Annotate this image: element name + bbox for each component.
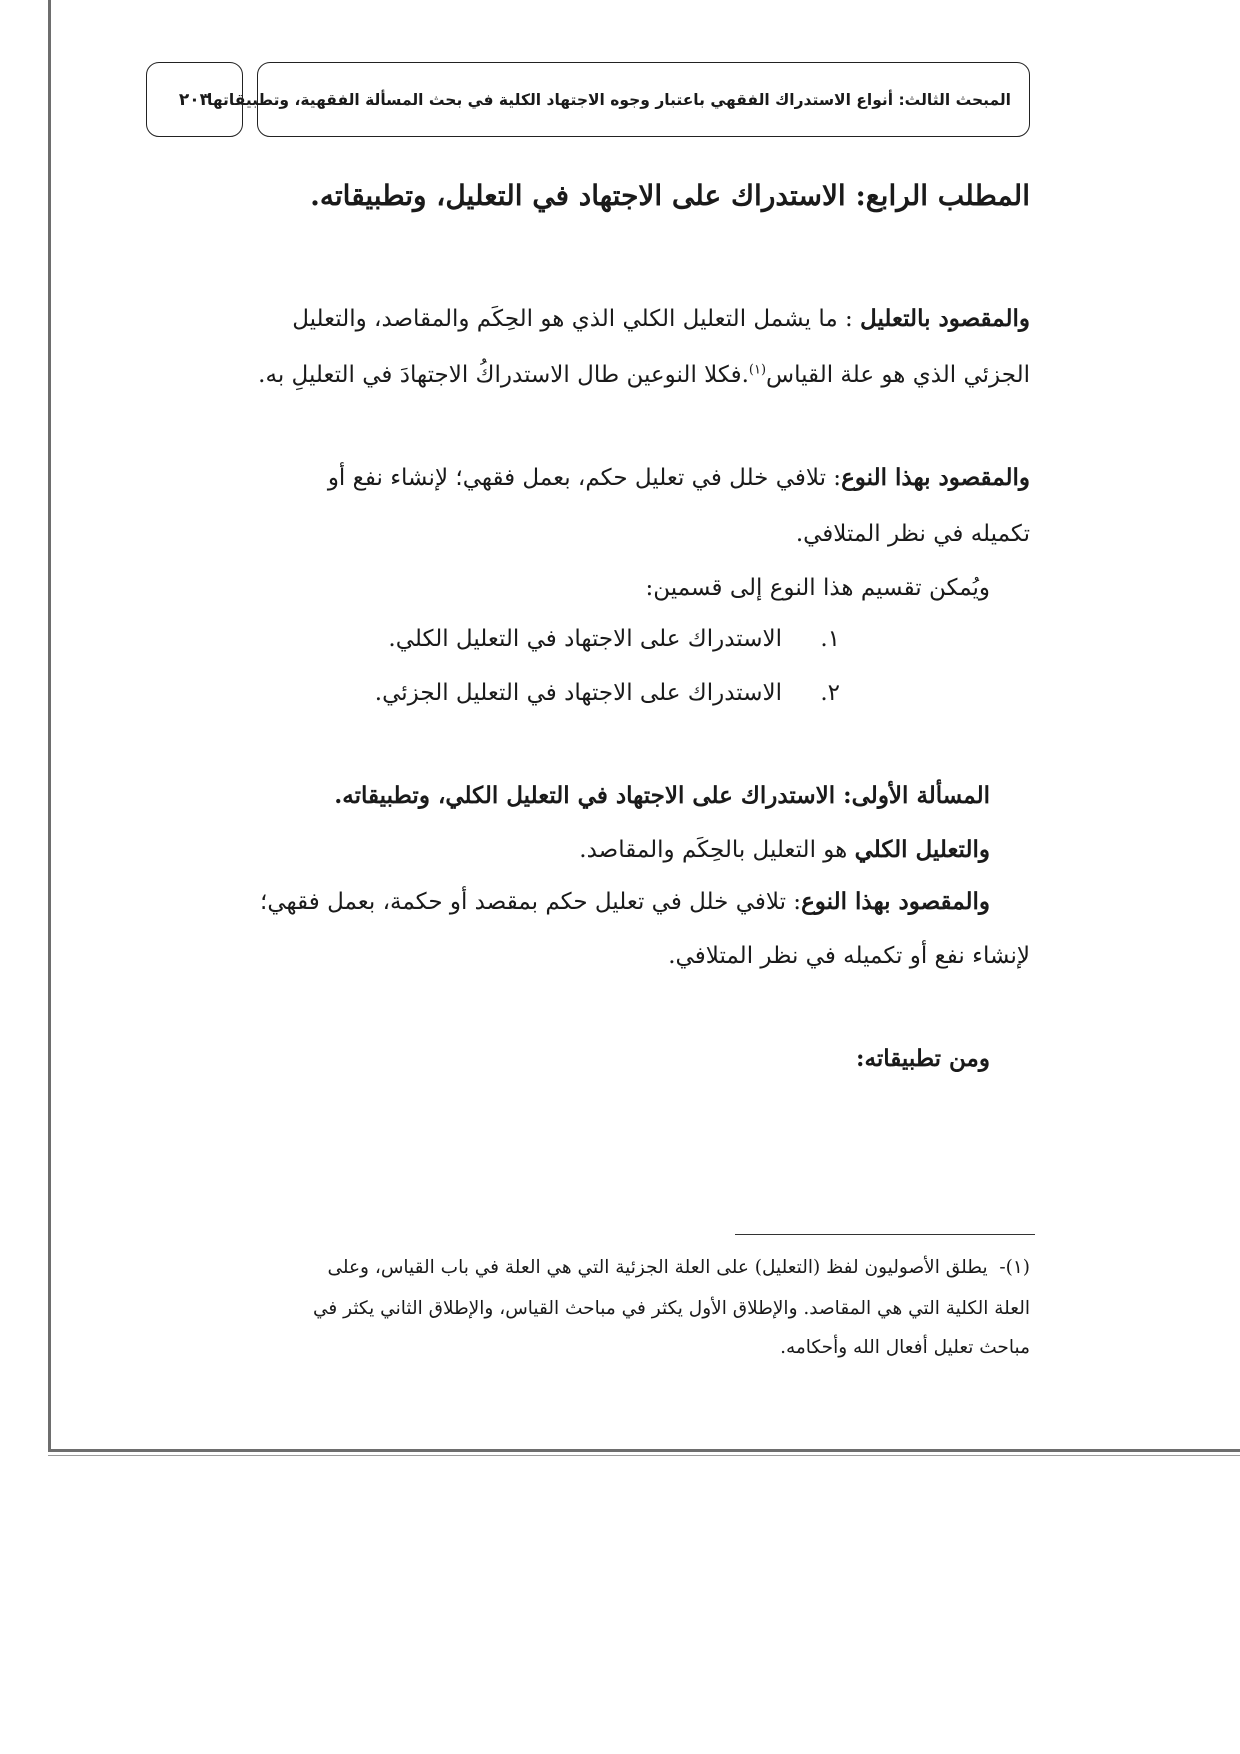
paragraph-type-definition-line2: تكميله في نظر المتلافي. bbox=[795, 521, 1030, 547]
paragraph-type-definition-line1: والمقصود بهذا النوع: تلافي خلل في تعليل حكم، بعمل فقهي؛ لإنشاء نفع أو bbox=[327, 464, 1030, 491]
page-frame-left bbox=[48, 0, 51, 1452]
list-item-number: ٢. bbox=[820, 680, 840, 706]
paragraph-definition-line1: والمقصود بالتعليل : ما يشمل التعليل الكلي الذي هو الحِكَم والمقاصد، والتعليل bbox=[292, 305, 1030, 332]
list-item: الاستدراك على الاجتهاد في التعليل الجزئي. bbox=[374, 680, 782, 706]
footnote-line1: (١)- يطلق الأصوليون لفظ (التعليل) على العلة الجزئية التي هي العلة في باب القياس، وعلى bbox=[327, 1257, 1030, 1278]
applications-heading: ومن تطبيقاته: bbox=[856, 1045, 990, 1072]
term-bold: والمقصود بهذا النوع bbox=[841, 464, 1030, 491]
paragraph-definition-line2: الجزئي الذي هو علة القياس$^{(١)}$.فكلا النوعين طال الاستدراكُ الاجتهادَ في التعليلِ به. bbox=[258, 362, 1030, 388]
list-item: الاستدراك على الاجتهاد في التعليل الكلي. bbox=[388, 626, 782, 652]
footnote-line2: العلة الكلية التي هي المقاصد. والإطلاق الأول يكثر في مباحث القياس، والإطلاق الثاني يكثر في bbox=[312, 1298, 1030, 1319]
paragraph-issue-definition-line2: لإنشاء نفع أو تكميله في نظر المتلافي. bbox=[668, 943, 1030, 969]
list-item-number: ١. bbox=[820, 626, 840, 652]
paragraph-issue-definition-line1: والمقصود بهذا النوع: تلافي خلل في تعليل حكم بمقصد أو حكمة، بعمل فقهي؛ bbox=[260, 888, 990, 915]
page-number: ٢٠٣ bbox=[146, 62, 243, 137]
footnote-reference[interactable]: (١) bbox=[748, 362, 767, 378]
term-bold: والتعليل الكلي bbox=[854, 836, 990, 863]
paragraph-division: ويُمكن تقسيم هذا النوع إلى قسمين: bbox=[645, 575, 990, 601]
footnote-marker: (١)- bbox=[999, 1257, 1030, 1278]
page-frame-bottom-shadow bbox=[48, 1455, 1240, 1456]
paragraph-general-reasoning: والتعليل الكلي هو التعليل بالحِكَم والمقاصد. bbox=[579, 836, 990, 863]
footnote-separator bbox=[735, 1234, 1035, 1235]
page-frame-bottom bbox=[48, 1449, 1240, 1452]
footnote-line3: مباحث تعليل أفعال الله وأحكامه. bbox=[780, 1337, 1030, 1358]
section-heading: المطلب الرابع: الاستدراك على الاجتهاد في التعليل، وتطبيقاته. bbox=[310, 179, 1030, 212]
term-bold: والمقصود بهذا النوع bbox=[801, 888, 990, 915]
term-bold: والمقصود بالتعليل bbox=[860, 305, 1030, 332]
running-header-title: المبحث الثالث: أنواع الاستدراك الفقهي باعتبار وجوه الاجتهاد الكلية في بحث المسألة الفقهية، وتطبيقاتها bbox=[257, 62, 1030, 137]
issue-heading: المسألة الأولى: الاستدراك على الاجتهاد في التعليل الكلي، وتطبيقاته. bbox=[334, 782, 990, 809]
